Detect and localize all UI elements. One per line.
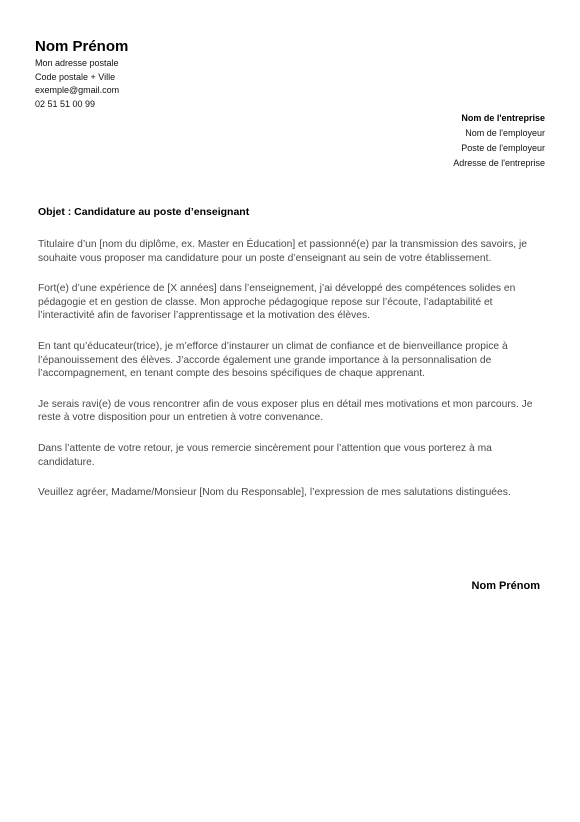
recipient-company-address: Adresse de l'entreprise xyxy=(453,158,545,168)
sender-city: Code postale + Ville xyxy=(35,71,116,82)
signature-name: Nom Prénom xyxy=(471,580,540,592)
sender-block xyxy=(35,38,128,111)
recipient-company: Nom de l'entreprise xyxy=(461,113,545,123)
recipient-employer-position: Poste de l'employeur xyxy=(461,143,545,153)
paragraph-meeting: Je serais ravi(e) de vous rencontrer afin de vous exposer plus en détail mes motivations et mon parcours. Je reste à votre disposition pour un entretien à votre convenance. xyxy=(38,398,533,424)
letter-body xyxy=(38,238,544,517)
paragraph-closing: Veuillez agréer, Madame/Monsieur [Nom du Responsable], l’expression de mes salutations distinguées. xyxy=(38,487,511,499)
paragraph-thanks: Dans l’attente de votre retour, je vous remercie sincèrement pour l’attention que vous porterez à ma candidature. xyxy=(38,442,492,468)
paragraph-introduction: Titulaire d’un [nom du diplôme, ex. Master en Éducation] et passionné(e) par la transmission des savoirs, je souhaite vous proposer ma candidature pour un poste d’enseignant au sein de votre établissement. xyxy=(38,239,527,264)
paragraph-experience: Fort(e) d’une expérience de [X années] dans l’enseignement, j’ai développé des compétences solides en pédagogie et en gestion de classe. Mon approche pédagogique repose sur l’écoute, l’adaptabilité et l’interactivité afin de favoriser l’apprentissage et la motivation des élèves. xyxy=(38,283,516,322)
sender-phone: 02 51 51 00 99 xyxy=(35,98,96,109)
paragraph-approach: En tant qu’éducateur(trice), je m’efforce d’instaurer un climat de confiance et de bienveillance propice à l’épanouissement des élèves. J’accorde également une grande importance à la personnalisation de l’accompagnement, en tenant compte des besoins spécifiques de chaque apprenant. xyxy=(38,340,508,380)
sender-email: exemple@gmail.com xyxy=(35,85,120,95)
recipient-employer-name: Nom de l'employeur xyxy=(465,128,545,138)
letter-subject: Objet : Candidature au poste d’enseignant xyxy=(38,206,250,218)
sender-name: Nom Prénom xyxy=(35,38,129,55)
recipient-block xyxy=(453,111,545,171)
sender-address: Mon adresse postale xyxy=(35,58,119,68)
